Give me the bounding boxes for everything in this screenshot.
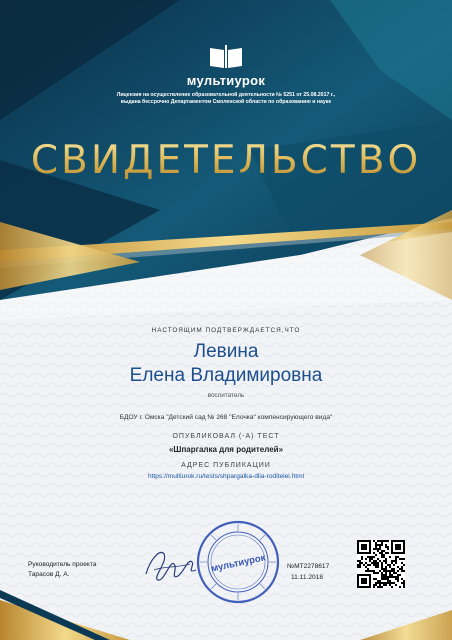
- publication-address-label: АДРЕС ПУБЛИКАЦИИ: [181, 462, 271, 469]
- recipient-position: воспитатель: [207, 392, 245, 399]
- project-head-name: Тарасов Д. А.: [28, 571, 70, 578]
- certificate-date: 11.11.2018: [291, 574, 324, 581]
- license-line-2: выдана бессрочно Департаментом Смоленской области по образованию и науке: [120, 99, 332, 105]
- recipient-surname: Левина: [193, 341, 259, 362]
- certificate-title: СВИДЕТЕЛЬСТВО: [0, 138, 452, 183]
- official-stamp-seal: [196, 520, 280, 604]
- stamp-brand-text: мультиурок: [210, 552, 267, 575]
- certificate-number: №МТ2278617: [287, 563, 330, 570]
- project-head-label: Руководитель проекта: [28, 561, 97, 568]
- published-label: ОПУБЛИКОВАЛ (-А) ТЕСТ: [172, 433, 280, 440]
- signature-image: [140, 540, 200, 586]
- recipient-organization: БДОУ г. Омска "Детский сад № 268 "Елочка" компенсирующего вида": [119, 414, 333, 421]
- license-text: [0, 92, 452, 106]
- confirmation-caption: НАСТОЯЩИМ ПОДТВЕРЖДАЕТСЯ,ЧТО: [151, 327, 301, 334]
- test-title: «Шпаргалка для родителей»: [168, 445, 284, 454]
- publication-url[interactable]: https://multiurok.ru/tests/shpargalka-dlia-roditelei.html: [147, 473, 305, 480]
- brand-logo-text: мультиурок: [186, 73, 266, 88]
- book-logo-icon: [208, 44, 244, 70]
- recipient-given-names: Елена Владимировна: [129, 365, 323, 386]
- license-line-1: Лицензия на осуществление образовательной деятельности № 5251 от 25.08.2017 г.,: [116, 92, 336, 98]
- qr-code-icon[interactable]: [357, 540, 405, 588]
